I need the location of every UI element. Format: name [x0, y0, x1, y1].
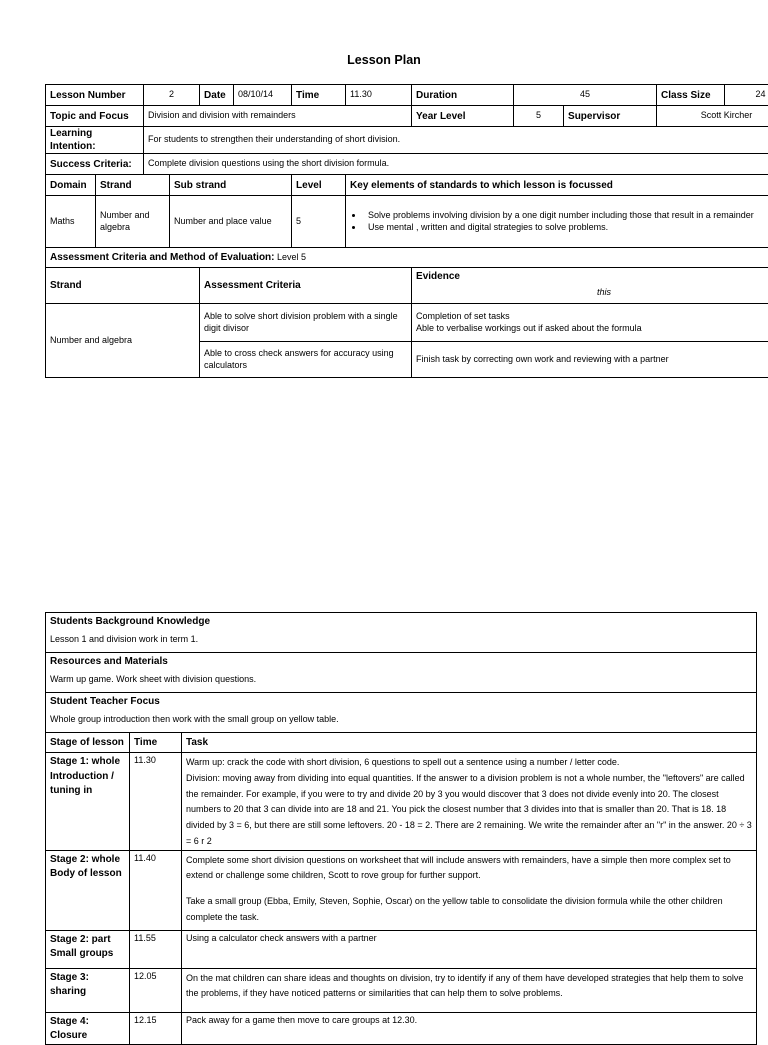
stage-task-para: Take a small group (Ebba, Emily, Steven, Sophie, Oscar) on the yellow table to consolidate the division formula while the other children complete the task. [186, 894, 752, 926]
page-title: Lesson Plan [0, 53, 768, 67]
level-header: Level [292, 175, 346, 196]
duration-value: 45 [514, 85, 657, 106]
stage-task: Using a calculator check answers with a partner [182, 930, 757, 968]
stage-time: 11.30 [130, 753, 182, 851]
teacher-focus-value: Whole group introduction then work with the small group on yellow table. [50, 714, 752, 726]
resources-section [46, 653, 757, 693]
stage-name: Stage 4: Closure [46, 1012, 130, 1044]
class-size-value: 24 [725, 85, 768, 106]
stage-time: 11.40 [130, 850, 182, 930]
teacher-focus-section [46, 693, 757, 733]
strand-value: Number and algebra [96, 196, 170, 248]
sub-strand-value: Number and place value [170, 196, 292, 248]
stage-task-para: Complete some short division questions on worksheet that will include answers with remainders, have a simple then more complex set to extend or challenge some children, Scott to rove group for further support. [186, 853, 752, 885]
teacher-focus-label: Student Teacher Focus [50, 695, 752, 708]
evidence-sub: this [416, 283, 768, 299]
evidence-label: Evidence [416, 271, 460, 282]
assessment-heading-text: Assessment Criteria and Method of Evaluation: [50, 252, 275, 263]
date-label: Date [200, 85, 234, 106]
stage-name: Stage 2: whole Body of lesson [46, 850, 130, 930]
assessment-strand-value: Number and algebra [46, 304, 200, 378]
background-section [46, 613, 757, 653]
resources-value: Warm up game. Work sheet with division questions. [50, 674, 752, 686]
evidence-header [412, 268, 768, 304]
year-level-label: Year Level [412, 106, 514, 127]
stage-time: 11.55 [130, 930, 182, 968]
stage-header: Stage of lesson [46, 733, 130, 753]
key-element-item: • Solve problems involving division by a one digit number including those that result in a remainder [364, 210, 768, 222]
domain-value: Maths [46, 196, 96, 248]
duration-label: Duration [412, 85, 514, 106]
assessment-criteria-2: Able to cross check answers for accuracy using calculators [200, 342, 412, 378]
evidence-1-line-2: Able to verbalise workings out if asked about the formula [416, 323, 768, 335]
stage-name: Stage 2: part Small groups [46, 930, 130, 968]
date-value: 08/10/14 [234, 85, 292, 106]
key-element-item: • Use mental , written and digital strategies to solve problems. [364, 222, 768, 234]
sub-strand-header: Sub strand [170, 175, 292, 196]
stage-task-para: Division: moving away from dividing into equal quantities. If the answer to a division problem is not a whole number, the "leftovers" are called the remainder. For example, if you were to try and divide 20 by 3 you would discover that 3 does not divide evenly into 20. The closest numbers to 20 that 3 can divide into are 18 and 21. You pick the closest number that 3 divides into that is smaller than 20. That is 18. 18 divided by 3 = 6, but there are still some leftovers. 20 - 18 = 2. There are 2 remaining. We write the remainder after an "r" in the answer. 20 ÷ 3 = 6 r 2 [186, 771, 752, 850]
lesson-number-label: Lesson Number [46, 85, 144, 106]
stage-name: Stage 3: sharing [46, 968, 130, 1012]
assessment-strand-header: Strand [46, 268, 200, 304]
success-criteria-value: Complete division questions using the short division formula. [144, 154, 768, 175]
stage-task [182, 850, 757, 930]
level-value: 5 [292, 196, 346, 248]
key-elements-header: Key elements of standards to which lesson is focussed [346, 175, 768, 196]
task-header: Task [182, 733, 757, 753]
lesson-stages-table [45, 612, 757, 1045]
success-criteria-label: Success Criteria: [46, 154, 144, 175]
time-header: Time [130, 733, 182, 753]
stage-task-para: Warm up: crack the code with short division, 6 questions to spell out a sentence using a number / letter code. [186, 755, 752, 771]
evidence-1-line-1: Completion of set tasks [416, 311, 768, 323]
time-value: 11.30 [346, 85, 412, 106]
class-size-label: Class Size [657, 85, 725, 106]
resources-label: Resources and Materials [50, 655, 752, 668]
evidence-1 [412, 304, 768, 342]
assessment-heading [46, 248, 768, 268]
learning-intention-value: For students to strengthen their understanding of short division. [144, 127, 768, 154]
topic-label: Topic and Focus [46, 106, 144, 127]
strand-header: Strand [96, 175, 170, 196]
stage-task [182, 753, 757, 851]
stage-task: On the mat children can share ideas and thoughts on division, try to identify if any of them have developed strategies that help them to solve the problems, if they have noticed patterns or similarities that can help them to solve problems. [182, 968, 757, 1012]
assessment-criteria-1: Able to solve short division problem with a single digit divisor [200, 304, 412, 342]
stage-name: Stage 1: whole Introduction / tuning in [46, 753, 130, 851]
learning-intention-label: Learning Intention: [46, 127, 144, 154]
year-level-value: 5 [514, 106, 564, 127]
topic-value: Division and division with remainders [144, 106, 412, 127]
supervisor-value: Scott Kircher [657, 106, 768, 127]
lesson-number-value: 2 [144, 85, 200, 106]
supervisor-label: Supervisor [564, 106, 657, 127]
key-elements-cell [346, 196, 768, 248]
assessment-heading-level: Level 5 [275, 252, 307, 262]
background-value: Lesson 1 and division work in term 1. [50, 634, 752, 646]
stage-time: 12.05 [130, 968, 182, 1012]
domain-header: Domain [46, 175, 96, 196]
assessment-criteria-header: Assessment Criteria [200, 268, 412, 304]
stage-time: 12.15 [130, 1012, 182, 1044]
background-label: Students Background Knowledge [50, 615, 752, 628]
stage-task: Pack away for a game then move to care groups at 12.30. [182, 1012, 757, 1044]
evidence-2: Finish task by correcting own work and reviewing with a partner [412, 342, 768, 378]
time-label: Time [292, 85, 346, 106]
lesson-plan-table [45, 84, 768, 378]
